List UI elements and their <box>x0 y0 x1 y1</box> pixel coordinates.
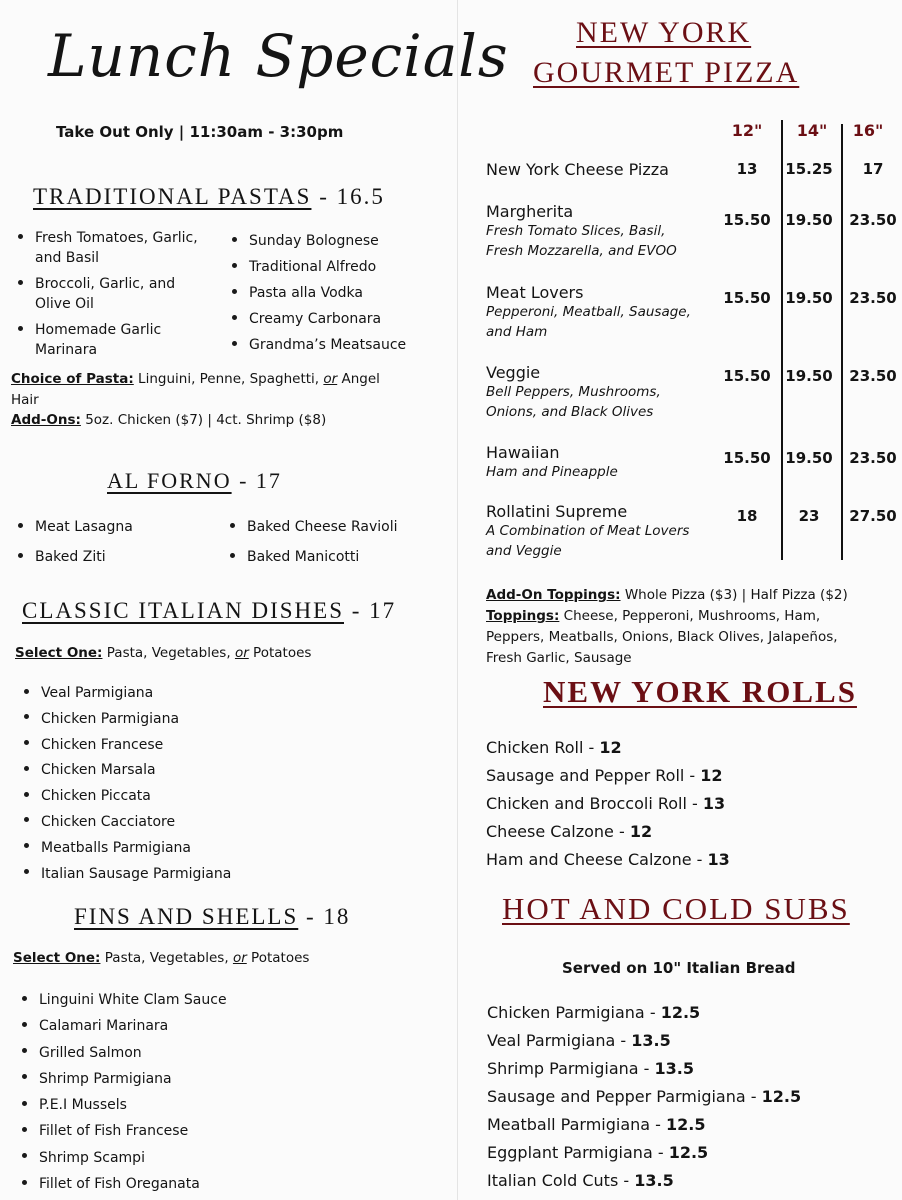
menu-item-name: Meatball Parmigiana - <box>487 1115 667 1134</box>
page-fold-line <box>457 0 458 1200</box>
list-item-label: Veal Parmigiana <box>41 685 154 701</box>
bullet-icon <box>24 843 29 848</box>
pizza-name: Veggie <box>486 363 541 382</box>
rolls-list <box>486 734 730 874</box>
list-item <box>22 1092 227 1118</box>
pizza-price: 19.50 <box>785 289 833 307</box>
pizza-price: 23.50 <box>849 289 897 307</box>
bullet-icon <box>22 1074 27 1079</box>
al-forno-heading: AL FORNO - 17 <box>107 468 282 493</box>
bullet-icon <box>24 689 29 694</box>
size-12: 12" <box>731 121 763 140</box>
menu-item <box>487 1083 801 1111</box>
bullet-icon <box>22 1127 27 1132</box>
classic-list <box>24 681 231 887</box>
list-item-label: Chicken Piccata <box>41 788 151 805</box>
bullet-icon <box>22 1180 27 1185</box>
list-item: Sunday Bolognese <box>232 228 406 254</box>
list-item: Grandma’s Meatsauce <box>232 332 406 358</box>
pizza-row <box>486 283 691 342</box>
pizza-description: Bell Peppers, Mushrooms, <box>486 384 661 400</box>
menu-item-name: Chicken Roll - <box>486 738 600 757</box>
pizza-name: Hawaiian <box>486 443 560 462</box>
list-item-label: Shrimp Scampi <box>39 1149 145 1166</box>
menu-item-name: Chicken Parmigiana - <box>487 1003 661 1022</box>
list-item-label: Chicken Marsala <box>41 762 156 779</box>
list-item-label: Linguini White Clam Sauce <box>39 992 227 1008</box>
list-item-label: Fillet of Fish Oreganata <box>39 1176 200 1193</box>
list-item-label: Calamari Marinara <box>39 1018 169 1035</box>
classic-italian-heading: CLASSIC ITALIAN DISHES - 17 <box>22 598 397 623</box>
menu-item <box>486 818 730 846</box>
list-item <box>24 733 231 759</box>
pizza-name: Rollatini Supreme <box>486 502 628 521</box>
bullet-icon <box>22 996 27 1001</box>
list-item: Homemade Garlic <box>18 320 198 340</box>
pizza-description: Pepperoni, Meatball, Sausage, <box>486 304 691 320</box>
menu-item-name: Sausage and Pepper Roll - <box>486 766 701 785</box>
fins-select-note: Select One: Pasta, Vegetables, or Potatoes <box>13 950 310 966</box>
menu-item-price: 13.5 <box>631 1031 671 1050</box>
bullet-icon <box>22 1101 27 1106</box>
list-item <box>24 758 231 784</box>
menu-item-price: 13 <box>702 794 726 813</box>
bullet-icon <box>22 1153 27 1158</box>
menu-item-name: Cheese Calzone - <box>486 822 630 841</box>
pizza-heading-line1: NEW YORK <box>576 16 752 49</box>
list-item-label: Chicken Parmigiana <box>41 710 180 727</box>
list-item <box>22 1171 227 1197</box>
pizza-price: 19.50 <box>785 211 833 229</box>
list-item <box>22 1040 227 1066</box>
menu-item <box>486 762 730 790</box>
list-item <box>22 1145 227 1171</box>
pizza-price: 23 <box>798 507 820 525</box>
menu-item-name: Eggplant Parmigiana - <box>487 1143 669 1162</box>
list-item <box>24 810 231 836</box>
pizza-description: A Combination of Meat Lovers <box>486 523 690 539</box>
pizza-price: 19.50 <box>785 367 833 385</box>
list-item <box>22 1066 227 1092</box>
list-item: Baked Ziti <box>18 542 133 572</box>
pizza-price: 15.50 <box>723 289 771 307</box>
list-item: Baked Cheese Ravioli <box>230 512 398 542</box>
list-item: Baked Manicotti <box>230 542 398 572</box>
al-forno-col1 <box>18 512 133 572</box>
menu-item <box>487 1027 801 1055</box>
pizza-description: and Veggie <box>486 543 562 559</box>
pasta-list-col1 <box>18 228 198 360</box>
menu-item-name: Sausage and Pepper Parmigiana - <box>487 1087 762 1106</box>
list-item-label: Meatballs Parmigiana <box>41 839 191 856</box>
table-divider-2 <box>841 124 843 560</box>
subs-subtitle: Served on 10" Italian Bread <box>562 959 796 977</box>
fins-list <box>22 987 227 1197</box>
list-item <box>24 681 231 707</box>
menu-item <box>487 1111 801 1139</box>
list-item-cont: and Basil <box>35 250 100 266</box>
hours-subtitle: Take Out Only | 11:30am - 3:30pm <box>56 123 344 141</box>
list-item-label: Grilled Salmon <box>39 1044 142 1061</box>
pizza-description: Fresh Mozzarella, and EVOO <box>486 243 677 259</box>
menu-item <box>487 1167 801 1195</box>
menu-item-price: 13 <box>707 850 730 869</box>
list-item: Creamy Carbonara <box>232 306 406 332</box>
al-forno-col2 <box>230 512 398 572</box>
classic-select-note: Select One: Pasta, Vegetables, or Potatoes <box>15 645 312 661</box>
menu-item-name: Ham and Cheese Calzone - <box>486 850 708 869</box>
menu-item <box>487 1139 801 1167</box>
pizza-price: 19.50 <box>785 449 833 467</box>
pizza-price: 17 <box>862 160 884 178</box>
pizza-price: 15.50 <box>723 367 771 385</box>
menu-item-name: Shrimp Parmigiana - <box>487 1059 655 1078</box>
subs-list <box>487 999 801 1195</box>
heading-price: - 16.5 <box>311 184 385 209</box>
rolls-heading: NEW YORK ROLLS <box>543 674 857 709</box>
pizza-price: 13 <box>736 160 758 178</box>
pizza-row <box>486 363 661 422</box>
table-divider-1 <box>781 120 783 560</box>
list-item <box>24 862 231 888</box>
list-item-cont: Marinara <box>35 342 98 358</box>
list-item <box>24 836 231 862</box>
pizza-description: and Ham <box>486 324 548 340</box>
pizza-price: 23.50 <box>849 367 897 385</box>
traditional-pastas-heading <box>33 184 385 210</box>
list-item <box>24 784 231 810</box>
menu-item <box>486 734 730 762</box>
pizza-description: Fresh Tomato Slices, Basil, <box>486 223 666 239</box>
pizza-description: Onions, and Black Olives <box>486 404 654 420</box>
menu-item-name: Italian Cold Cuts - <box>487 1171 635 1190</box>
size-16: 16" <box>852 121 884 140</box>
pizza-price: 27.50 <box>849 507 897 525</box>
lunch-specials-title: Lunch Specials <box>48 22 509 90</box>
list-item-label: Shrimp Parmigiana <box>39 1070 172 1087</box>
pizza-name: Meat Lovers <box>486 283 584 302</box>
list-item-label: P.E.I Mussels <box>39 1097 127 1114</box>
menu-item-price: 12 <box>629 822 653 841</box>
menu-item-price: 13.5 <box>654 1059 694 1078</box>
pizza-row <box>486 202 677 261</box>
subs-heading: HOT AND COLD SUBS <box>502 891 850 926</box>
list-item <box>24 707 231 733</box>
pizza-row <box>486 502 689 561</box>
menu-item <box>486 846 730 874</box>
pizza-price: 15.50 <box>723 211 771 229</box>
pizza-name: New York Cheese Pizza <box>486 160 669 179</box>
pasta-list-col2 <box>232 228 406 358</box>
menu-item <box>487 1055 801 1083</box>
pizza-price: 15.25 <box>785 160 833 178</box>
menu-item-price: 13.5 <box>634 1171 674 1190</box>
bullet-icon <box>24 714 29 719</box>
pizza-price: 15.50 <box>723 449 771 467</box>
pasta-choice-note: Choice of Pasta: Linguini, Penne, Spaghetti, or Angel Hair Add-Ons: 5oz. Chicken ($7) | 4ct. Shrimp ($8) <box>11 371 380 428</box>
menu-item-price: 12 <box>599 738 622 757</box>
heading-text: TRADITIONAL PASTAS <box>33 184 312 209</box>
bullet-icon <box>24 766 29 771</box>
list-item-label: Chicken Francese <box>41 736 164 753</box>
bullet-icon <box>24 869 29 874</box>
pizza-row <box>486 160 669 179</box>
fins-shells-heading: FINS AND SHELLS - 18 <box>74 904 351 929</box>
pizza-toppings-note: Add-On Toppings: Whole Pizza ($3) | Half Pizza ($2) Toppings: Cheese, Pepperoni, Mushrooms, Ham, Peppers, Meatballs, Onions, Black Olives, Jalapeños, Fresh Garlic, Sausage <box>486 587 848 666</box>
pizza-row <box>486 443 618 482</box>
menu-item-price: 12.5 <box>761 1087 802 1106</box>
bullet-icon <box>22 1022 27 1027</box>
list-item: Fresh Tomatoes, Garlic, <box>18 228 198 248</box>
menu-item-price: 12.5 <box>666 1115 706 1134</box>
list-item: Traditional Alfredo <box>232 254 406 280</box>
pizza-price: 23.50 <box>849 211 897 229</box>
bullet-icon <box>24 817 29 822</box>
bullet-icon <box>22 1048 27 1053</box>
menu-item-price: 12.5 <box>668 1143 709 1162</box>
pizza-heading-line2: GOURMET PIZZA <box>533 56 800 89</box>
list-item <box>22 1013 227 1039</box>
menu-item-name: Chicken and Broccoli Roll - <box>486 794 703 813</box>
bullet-icon <box>24 792 29 797</box>
list-item <box>22 987 227 1013</box>
menu-item <box>486 790 730 818</box>
pizza-name: Margherita <box>486 202 574 221</box>
size-14: 14" <box>796 121 828 140</box>
list-item-label: Italian Sausage Parmigiana <box>41 865 232 882</box>
list-item: Pasta alla Vodka <box>232 280 406 306</box>
pizza-price: 18 <box>736 507 758 525</box>
menu-item-price: 12 <box>700 766 723 785</box>
menu-item <box>487 999 801 1027</box>
list-item: Broccoli, Garlic, and <box>18 274 198 294</box>
list-item-cont: Olive Oil <box>35 296 94 312</box>
list-item: Meat Lasagna <box>18 512 133 542</box>
pizza-price: 23.50 <box>849 449 897 467</box>
menu-item-name: Veal Parmigiana - <box>487 1031 632 1050</box>
list-item-label: Chicken Cacciatore <box>41 813 176 830</box>
bullet-icon <box>24 740 29 745</box>
menu-item-price: 12.5 <box>660 1003 701 1022</box>
pizza-description: Ham and Pineapple <box>486 464 618 480</box>
list-item-label: Fillet of Fish Francese <box>39 1123 189 1140</box>
list-item <box>22 1118 227 1144</box>
